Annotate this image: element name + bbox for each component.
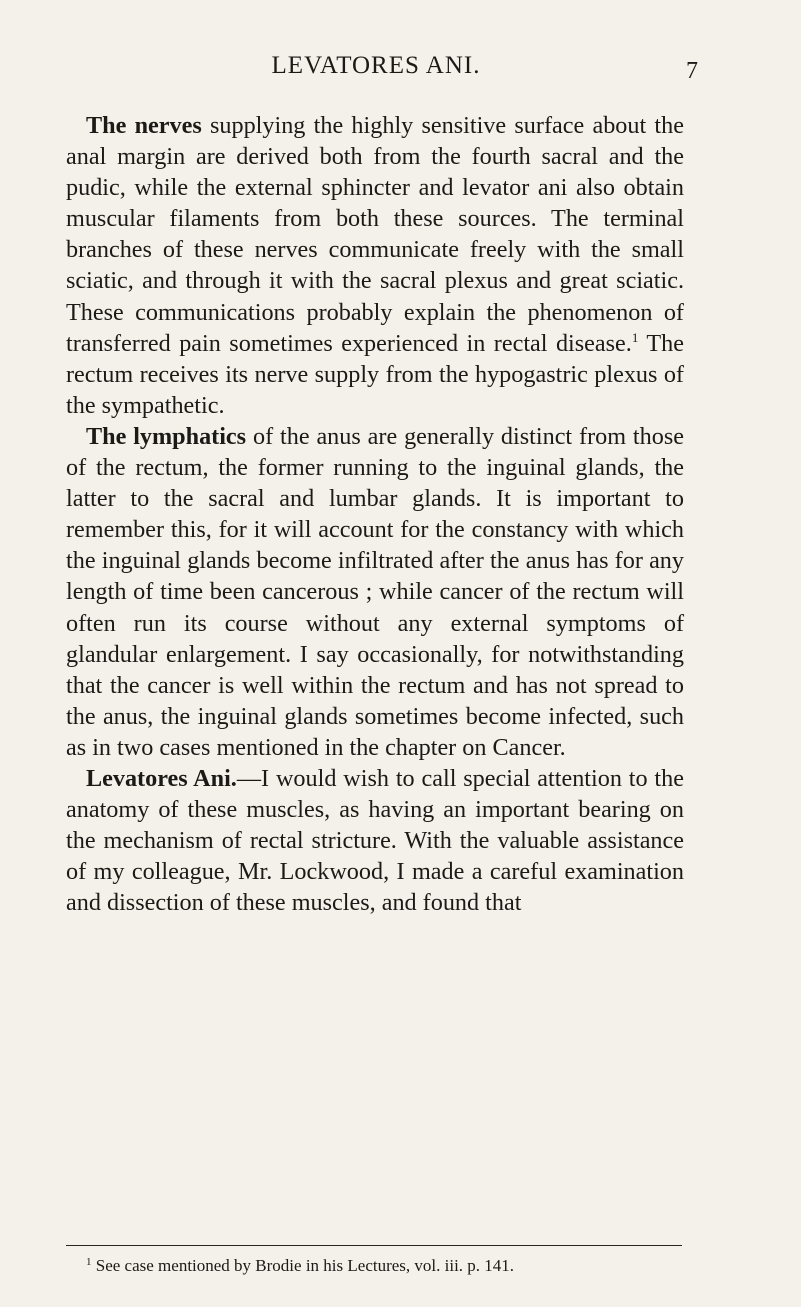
paragraph-text-nerves: supplying the highly sensitive surface about the anal margin are derived both from the fourth sacral and the pudic, while the external sphincter and levator ani also obtain muscular filaments from both these sources. The terminal branches of these nerves communicate freely with the small sciatic, and through it with the sacral plexus and great sciatic. These communications probably explain the phenomenon of transferred pain sometimes experienced in rectal disease. — [66, 112, 684, 357]
paragraph-text-levatores: —I would wish to call special attention to the anatomy of these muscles, as having an important bearing on the mechanism of rectal stricture. With the valuable assistance of my colleague, Mr. Lockwood, I made a careful examination and dissection of these muscles, and found that — [66, 764, 684, 917]
paragraph-lead-lymphatics: The lymphatics — [86, 422, 247, 450]
paragraph-lead-nerves: The nerves — [86, 112, 202, 139]
section-heading-levatores-ani: Levatores Ani. — [86, 764, 237, 792]
page-header — [66, 52, 698, 92]
paragraph-text-lymphatics: of the anus are generally distinct from those of the rectum, the former running to the inguinal glands, the latter to the sacral and lumbar glands. It is important to remember this, for it will account for the constancy with which the inguinal glands become infiltrated after the anus has for any length of time been cancerous ; while cancer of the rectum will often run its course without any external symptoms of glandular enlargement. I say occasionally, for notwithstanding that the cancer is well within the rectum and has not spread to the anus, the inguinal glands sometimes become infected, such as in two cases mentioned in the chapter on Cancer. — [66, 422, 684, 761]
footnote — [86, 1255, 686, 1277]
footnote-marker: 1 — [86, 1256, 92, 1268]
footnote-divider — [66, 1245, 682, 1246]
running-head: LEVATORES ANI. — [271, 52, 481, 79]
page-number: 7 — [686, 58, 698, 84]
body-text — [66, 110, 684, 918]
paragraph-nerves — [66, 110, 684, 421]
paragraph-lymphatics — [66, 421, 684, 763]
paragraph-levatores — [66, 763, 684, 918]
paragraph-text-nerves-cont: The rectum receives its nerve supply from the hypogastric plexus of the sympathetic. — [66, 329, 684, 419]
footnote-text: See case mentioned by Brodie in his Lectures, vol. iii. p. 141. — [95, 1256, 515, 1275]
footnote-reference[interactable]: 1 — [631, 329, 639, 345]
